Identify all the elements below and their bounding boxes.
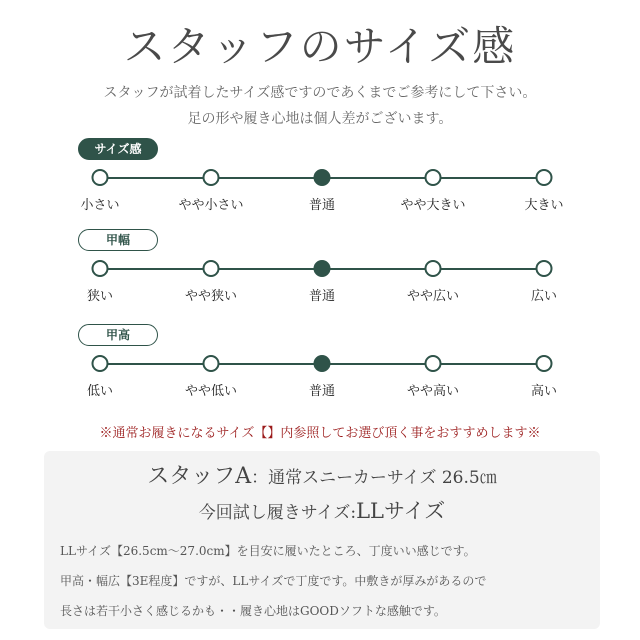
scale-label: 普通 (308, 384, 336, 399)
scale-label: 広い (530, 289, 558, 304)
scale-badge: 甲幅 (78, 229, 158, 251)
description-line-2: 甲高・幅広【3E程度】ですが、LLサイズで丁度です。中敷きが厚みがあるので (60, 574, 487, 588)
scale-point (536, 169, 553, 186)
scale-point (92, 355, 109, 372)
scale-point (425, 169, 442, 186)
scale-point-selected (314, 355, 331, 372)
description-line-3: 長さは若干小さく感じるかも・・履き心地はGOODソフトな感触です。 (60, 604, 446, 618)
scale-point-selected (314, 260, 331, 277)
staff-line (44, 459, 600, 490)
scale-point (203, 169, 220, 186)
scale-point (203, 355, 220, 372)
scale-label: やや広い (406, 289, 460, 304)
scale-point (92, 169, 109, 186)
scale-label: 小さい (80, 198, 120, 213)
scale-size-feel (0, 138, 640, 228)
scale-point (92, 260, 109, 277)
scale-instep-width (0, 229, 640, 319)
scale-label: やや小さい (178, 198, 244, 213)
scale-label: 普通 (308, 289, 336, 304)
intro-line-1: スタッフが試着したサイズ感ですのであくまでご参考にして下さい。 (103, 85, 537, 101)
scale-label: やや低い (184, 384, 238, 399)
scale-label: 大きい (524, 198, 564, 213)
scale-point (536, 260, 553, 277)
scale-badge: 甲高 (78, 324, 158, 346)
scale-point (425, 355, 442, 372)
staff-name: スタッフA (147, 464, 252, 489)
description-line-1: LLサイズ【26.5cm～27.0cm】を目安に履いたところ、丁度いい感じです。 (60, 544, 476, 558)
trial-size-prefix: 今回試し履きサイズ: (198, 503, 357, 523)
recommendation-note: ※通常お履きになるサイズ【】内参照してお選び頂く事をおすすめします※ (99, 426, 541, 441)
scale-label: やや大きい (400, 198, 466, 213)
scale-instep-height (0, 324, 640, 414)
scale-label: 狭い (86, 289, 114, 304)
scale-point-selected (314, 169, 331, 186)
scale-label: 低い (86, 384, 114, 399)
trial-size-line (44, 495, 600, 525)
scale-badge: サイズ感 (78, 138, 158, 160)
trial-size-value: LLサイズ (356, 499, 446, 523)
staff-usual-size: ：通常スニーカーサイズ 26.5㎝ (251, 468, 497, 488)
page-title: スタッフのサイズ感 (123, 22, 517, 71)
scale-label: 普通 (308, 198, 336, 213)
staff-info-panel (44, 451, 600, 629)
scale-label: やや高い (406, 384, 460, 399)
scale-point (536, 355, 553, 372)
scale-point (203, 260, 220, 277)
intro-line-2: 足の形や履き心地は個人差がございます。 (187, 111, 453, 127)
scale-label: 高い (530, 384, 558, 399)
scale-label: やや狭い (184, 289, 238, 304)
scale-point (425, 260, 442, 277)
